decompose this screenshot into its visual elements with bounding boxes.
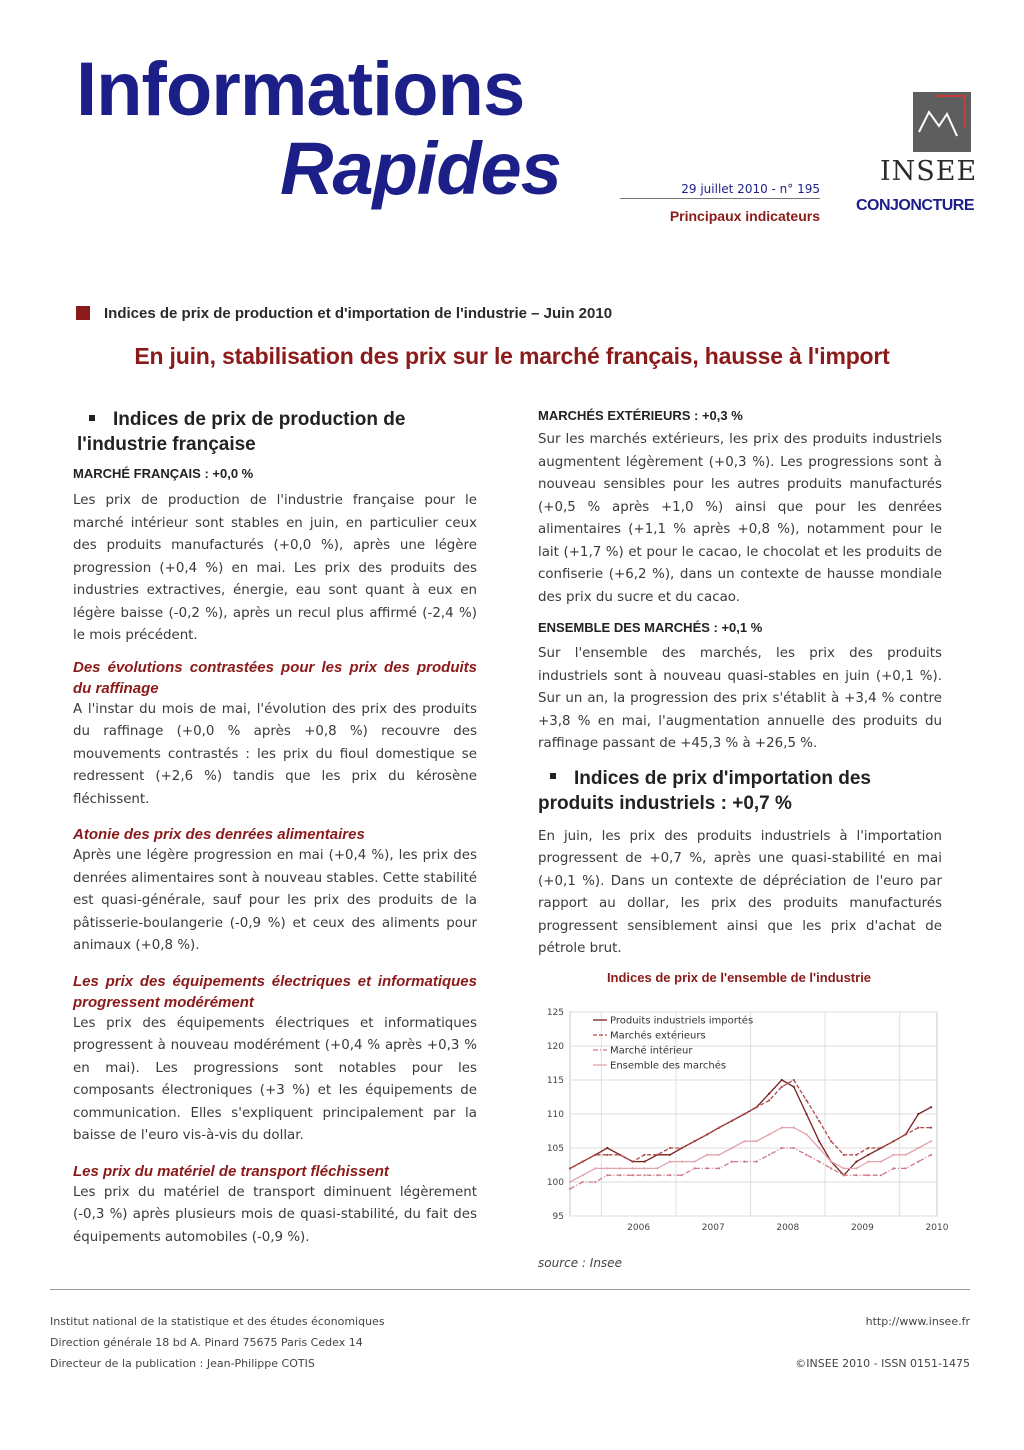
supertitle: Indices de prix de production et d'importation de l'industrie – Juin 2010 <box>104 305 613 322</box>
data-point <box>793 1127 795 1129</box>
data-point <box>830 1140 832 1142</box>
data-point <box>693 1167 695 1169</box>
subheading: Les prix des équipements électriques et informatiques progressent modérément <box>73 972 477 1011</box>
bullet-icon <box>89 415 95 421</box>
chart-title: Indices de prix de l'ensemble de l'industrie <box>606 970 872 985</box>
data-point <box>643 1174 645 1176</box>
external-heading: MARCHÉS EXTÉRIEURS : +0,3 % <box>538 408 743 423</box>
data-point <box>731 1161 733 1163</box>
data-point <box>681 1147 683 1149</box>
publisher-name: INSEE <box>880 156 978 187</box>
x-tick-label: 2009 <box>850 1223 874 1233</box>
data-point <box>731 1120 733 1122</box>
legend-label: Marché intérieur <box>610 1045 693 1057</box>
masthead-title-line1: Informations <box>76 47 525 132</box>
data-point <box>917 1127 919 1129</box>
footer-org: Institut national de la statistique et des études économiques <box>50 1315 385 1328</box>
paragraph: Les prix des équipements électriques et informatiques progressent à nouveau modérément (+0,4 % après +0,3 % en mai). Les progressions sont notables pour les composants électroniques (+3 %) et les équipements de communication. Elles s'expliquent principalement par la baisse de l'euro vis-à-vis du dollar. <box>73 1015 477 1143</box>
data-point <box>830 1167 832 1169</box>
data-point <box>706 1154 708 1156</box>
data-point <box>880 1174 882 1176</box>
data-point <box>669 1147 671 1149</box>
data-point <box>619 1154 621 1156</box>
data-point <box>930 1106 932 1108</box>
data-point <box>793 1079 795 1081</box>
data-point <box>843 1174 845 1176</box>
paragraph: Sur les marchés extérieurs, les prix des produits industriels augmentent légèrement (+0,3 %). Les progressions sont à nouveau sensibles pour les autres produits manufacturés (+0,5 % après +1,0 %) ainsi que pour les denrées alimentaires (+1,1 % après +0,8 %), notamment pour le lait (+1,7 %) et pour le cacao, le chocolat et les produits de confiserie (+6,2 %), dans un contexte de hausse mondiale des prix du sucre et du cacao. <box>538 432 942 605</box>
data-point <box>867 1161 869 1163</box>
data-point <box>619 1174 621 1176</box>
data-point <box>743 1113 745 1115</box>
data-point <box>805 1099 807 1101</box>
data-point <box>855 1167 857 1169</box>
data-point <box>669 1161 671 1163</box>
data-point <box>619 1167 621 1169</box>
data-point <box>893 1140 895 1142</box>
data-point <box>930 1127 932 1129</box>
data-point <box>855 1154 857 1156</box>
data-point <box>781 1079 783 1081</box>
data-point <box>569 1188 571 1190</box>
data-point <box>656 1167 658 1169</box>
data-point <box>632 1174 634 1176</box>
data-point <box>755 1106 757 1108</box>
legend-label: Ensemble des marchés <box>610 1060 727 1072</box>
bullet-icon <box>550 773 556 779</box>
data-point <box>606 1154 608 1156</box>
data-point <box>731 1147 733 1149</box>
data-point <box>880 1147 882 1149</box>
footer-url[interactable]: http://www.insee.fr <box>865 1315 970 1328</box>
data-point <box>569 1167 571 1169</box>
footer-director: Directeur de la publication : Jean-Philippe COTIS <box>50 1357 315 1370</box>
data-point <box>781 1127 783 1129</box>
data-point <box>594 1167 596 1169</box>
data-point <box>594 1181 596 1183</box>
price-index-chart <box>535 1002 949 1247</box>
data-point <box>582 1161 584 1163</box>
data-point <box>867 1154 869 1156</box>
data-point <box>930 1140 932 1142</box>
data-point <box>818 1140 820 1142</box>
data-point <box>843 1167 845 1169</box>
data-point <box>582 1181 584 1183</box>
data-point <box>781 1086 783 1088</box>
data-point <box>718 1127 720 1129</box>
masthead-title-line2: Rapides <box>280 127 561 210</box>
data-point <box>606 1174 608 1176</box>
footer-address: Direction générale 18 bd A. Pinard 75675 Paris Cedex 14 <box>50 1336 363 1349</box>
y-tick-label: 125 <box>546 1008 564 1018</box>
data-point <box>867 1147 869 1149</box>
data-point <box>743 1140 745 1142</box>
data-point <box>855 1161 857 1163</box>
section-marker-square <box>76 306 90 320</box>
data-point <box>905 1133 907 1135</box>
right-column <box>538 405 942 961</box>
data-point <box>693 1140 695 1142</box>
data-point <box>718 1154 720 1156</box>
x-tick-label: 2006 <box>627 1223 651 1233</box>
data-point <box>905 1167 907 1169</box>
data-point <box>781 1147 783 1149</box>
headline: En juin, stabilisation des prix sur le marché français, hausse à l'import <box>134 343 890 369</box>
data-point <box>768 1093 770 1095</box>
all-markets-heading: ENSEMBLE DES MARCHÉS : +0,1 % <box>538 620 763 635</box>
paragraph: Les prix de production de l'industrie française pour le marché intérieur sont stables en juin, en particulier ceux des produits manufacturés (+0,0 %), après une légère progression (+0,4 %) en mai. Les prix des produits des industries extractives, énergie, eau sont quant à eux en légère baisse (-0,2 %), après un recul plus affirmé (-2,4 %) le mois précédent. <box>73 493 477 643</box>
data-point <box>755 1140 757 1142</box>
left-section-title: Indices de prix de production de l'industrie française <box>77 409 406 455</box>
issue-line: 29 juillet 2010 - n° 195 <box>681 182 820 196</box>
kicker: Principaux indicateurs <box>669 208 820 224</box>
data-point <box>632 1161 634 1163</box>
data-point <box>768 1154 770 1156</box>
data-point <box>632 1167 634 1169</box>
paragraph: Après une légère progression en mai (+0,4 %), les prix des denrées alimentaires sont à nouveau stables. Cette stabilité est quasi-générale, sauf pour les prix des produits de la pâtisserie-boulangerie (-0,9 %) et ceux des aliments pour animaux (+0,8 %). <box>73 848 477 953</box>
y-tick-label: 100 <box>546 1178 564 1188</box>
data-point <box>669 1174 671 1176</box>
data-point <box>569 1181 571 1183</box>
data-point <box>681 1174 683 1176</box>
data-point <box>917 1147 919 1149</box>
series-name: CONJONCTURE <box>855 197 974 214</box>
data-point <box>582 1174 584 1176</box>
legend-label: Produits industriels importés <box>610 1015 754 1027</box>
data-point <box>930 1154 932 1156</box>
data-point <box>706 1167 708 1169</box>
data-point <box>755 1161 757 1163</box>
data-point <box>867 1174 869 1176</box>
data-point <box>793 1086 795 1088</box>
data-point <box>880 1161 882 1163</box>
data-point <box>905 1154 907 1156</box>
data-point <box>656 1154 658 1156</box>
data-point <box>743 1161 745 1163</box>
data-point <box>643 1167 645 1169</box>
y-tick-label: 105 <box>546 1144 564 1154</box>
data-point <box>805 1133 807 1135</box>
data-point <box>830 1161 832 1163</box>
y-tick-label: 110 <box>546 1110 564 1120</box>
y-tick-label: 115 <box>546 1076 564 1086</box>
data-point <box>643 1161 645 1163</box>
subheading: Des évolutions contrastées pour les prix des produits du raffinage <box>73 658 477 697</box>
right-section-title: Indices de prix d'importation des produits industriels : +0,7 % <box>538 767 871 814</box>
data-point <box>818 1120 820 1122</box>
x-tick-label: 2010 <box>925 1223 949 1233</box>
paragraph: Sur l'ensemble des marchés, les prix des produits industriels sont à nouveau quasi-stables en juin (+0,1 %). Sur un an, la progression des prix s'établit à +3,4 % contre +3,8 % en mai, l'augmentation annuelle des produits du raffinage passant de +45,3 % à +26,5 %. <box>538 646 942 751</box>
data-point <box>681 1161 683 1163</box>
data-point <box>594 1154 596 1156</box>
paragraph: En juin, les prix des produits industriels à l'importation progressent de +0,7 %, après une quasi-stabilité en mai (+0,1 %). Dans un contexte de dépréciation de l'euro par rapport au dollar, les prix des produits manufacturés progressent sensiblement ainsi que les prix d'achat de pétrole brut. <box>538 828 942 956</box>
market-heading: MARCHÉ FRANÇAIS : +0,0 % <box>73 466 254 481</box>
data-point <box>855 1174 857 1176</box>
insee-logo-graphic <box>913 92 971 152</box>
data-point <box>656 1174 658 1176</box>
data-point <box>893 1167 895 1169</box>
data-point <box>706 1133 708 1135</box>
x-tick-label: 2008 <box>776 1223 800 1233</box>
y-tick-label: 95 <box>552 1212 564 1222</box>
data-point <box>818 1161 820 1163</box>
y-tick-label: 120 <box>546 1042 564 1052</box>
data-point <box>917 1161 919 1163</box>
left-column <box>73 407 477 1249</box>
footer-copyright: ©INSEE 2010 - ISSN 0151-1475 <box>795 1357 970 1370</box>
paragraph: A l'instar du mois de mai, l'évolution des prix des produits du raffinage (+0,0 % après +0,8 %) recouvre des mouvements contrastés : les prix du fioul domestique se redressent (+2,6 %) tandis que les prix du kérosène fléchissent. <box>73 701 477 807</box>
data-point <box>805 1154 807 1156</box>
data-point <box>893 1154 895 1156</box>
data-point <box>606 1167 608 1169</box>
data-point <box>693 1161 695 1163</box>
data-point <box>606 1147 608 1149</box>
x-tick-label: 2007 <box>701 1223 725 1233</box>
legend-label: Marchés extérieurs <box>610 1030 706 1042</box>
footer-rule <box>50 1289 970 1290</box>
subheading: Atonie des prix des denrées alimentaires <box>73 826 365 843</box>
insee-logo-icon <box>913 92 971 152</box>
data-point <box>843 1154 845 1156</box>
data-point <box>917 1113 919 1115</box>
data-point <box>768 1133 770 1135</box>
data-point <box>818 1147 820 1149</box>
data-point <box>669 1154 671 1156</box>
subheading: Les prix du matériel de transport fléchissent <box>73 1162 389 1180</box>
chart-source: source : Insee <box>538 1256 622 1270</box>
data-point <box>793 1147 795 1149</box>
data-point <box>805 1113 807 1115</box>
paragraph: Les prix du matériel de transport diminuent légèrement (-0,3 %) après plusieurs mois de quasi-stabilité, du fait des équipements automobiles (-0,9 %). <box>73 1184 477 1245</box>
data-point <box>643 1154 645 1156</box>
masthead-rule <box>620 198 820 199</box>
data-point <box>718 1167 720 1169</box>
data-point <box>768 1099 770 1101</box>
